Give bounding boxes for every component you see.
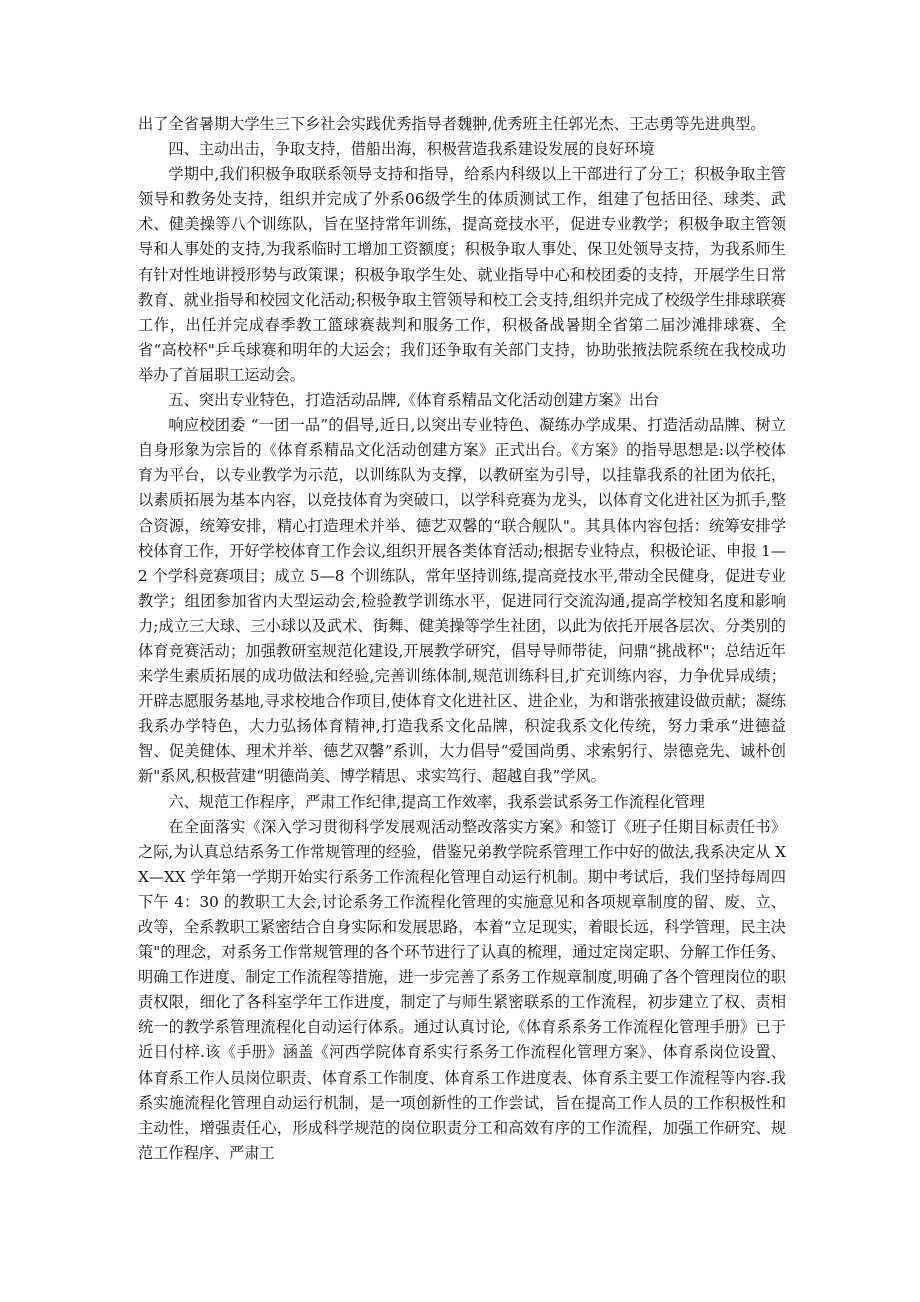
section-4-heading: 四、主动出击，争取支持，借船出海，积极营造我系建设发展的良好环境: [168, 140, 655, 159]
section-5-body: 响应校团委 “一团一品”的倡导,近日,以突出专业特色、凝练办学成果、打造活动品牌、树立自身形象为宗旨的《体育系精品文化活动创建方案》正式出台。《方案》的指导思想是:以学校体育为平台，以专业教学为示范，以训练队为支撑，以教研室为引导，以挂靠我系的社团为依托，以素质拓展为基本内容，以竞技体育为突破口，以学科竞赛为龙头，以体育文化进社区为抓手,整合资源，统筹安排，精心打造理术并举、德艺双馨的“联合舰队"。其具体内容包括：统筹安排学校体育工作，开好学校体育工作会议,组织开展各类体育活动;根据专业特点，积极论证、申报 1—2 个学科竞赛项目；成立 5—8 个训练队，常年坚持训练,提高竞技水平,带动全民健身，促进专业教学；组团参加省内大型运动会,检验教学训练水平，促进同行交流沟通,提高学校知名度和影响力;成立三大球、三小球以及武术、街舞、健美操等学生社团，以此为依托开展各层次、分类别的体育竞赛活动；加强教研室规范化建设,开展教学研究，倡导导师带徒，问鼎“挑战杯"；总结近年来学生素质拓展的成功做法和经验,完善训练体制,规范训练科目,扩充训练内容，力争优异成绩；开辟志愿服务基地,寻求校地合作项目,使体育文化进社区、进企业，为和谐张掖建设做贡献；凝练我系办学特色，大力弘扬体育精神,打造我系文化品牌，积淀我系文化传统，努力秉承“进德益智、促美健体、理术并举、德艺双馨”系训，大力倡导“爱国尚勇、求索躬行、崇德竞先、诚朴创新"系风,积极营建“明德尚美、博学精思、求实笃行、超越自我”学风。: [138, 416, 786, 786]
section-6-body: 在全面落实《深入学习贯彻科学发展观活动整改落实方案》和签订《班子任期目标责任书》之际,为认真总结系务工作常规管理的经验，借鉴兄弟教学院系管理工作中好的做法,我系决定从 XX—XX 学年第一学期开始实行系务工作流程化管理自动运行机制。期中考试后，我们坚持每周四下午 4：30 的教职工大会,讨论系务工作流程化管理的实施意见和各项规章制度的留、废、立、改等，全系教职工紧密结合自身实际和发展思路，本着“立足现实，着眼长远，科学管理，民主决策"的理念，对系务工作常规管理的各个环节进行了认真的梳理，通过定岗定职、分解工作任务、明确工作进度、制定工作流程等措施，进一步完善了系务工作规章制度,明确了各个管理岗位的职责权限，细化了各科室学年工作进度，制定了与师生紧密联系的工作流程，初步建立了权、责相统一的教学系管理流程化自动运行体系。通过认真讨论,《体育系系务工作流程化管理手册》已于近日付梓.该《手册》涵盖《河西学院体育系实行系务工作流程化管理方案》、体育系岗位设置、体育系工作人员岗位职责、体育系工作制度、体育系工作进度表、体育系主要工作流程等内容.我系实施流程化管理自动运行机制，是一项创新性的工作尝试，旨在提高工作人员的工作积极性和主动性，增强责任心，形成科学规范的岗位职责分工和高效有序的工作流程，加强工作研究、规范工作程序、严肃工: [138, 817, 786, 1162]
section-4-body: 学期中,我们积极争取联系领导支持和指导，给系内科级以上干部进行了分工；积极争取主管领导和教务处支持，组织并完成了外系06级学生的体质测试工作，组建了包括田径、球类、武术、健美操等八个训练队，旨在坚持常年训练，提高竞技水平，促进专业教学；积极争取主管领导和人事处的支持,为我系临时工增加工资额度；积极争取人事处、保卫处领导支持，为我系师生有针对性地讲授形势与政策课；积极争取学生处、就业指导中心和校团委的支持，开展学生日常教育、就业指导和校园文化活动;积极争取主管领导和校工会支持,组织并完成了校级学生排球联赛工作，出任并完成春季教工篮球赛裁判和服务工作，积极备战暑期全省第二届沙滩排球赛、全省“高校杯"乒乓球赛和明年的大运会；我们还争取有关部门支持，协助张掖法院系统在我校成功举办了首届职工运动会。: [138, 165, 786, 384]
document-page: [138, 112, 786, 1166]
section-5-heading: 五、突出专业特色，打造活动品牌,《体育系精品文化活动创建方案》出台: [168, 391, 660, 410]
continuation-paragraph: 出了全省暑期大学生三下乡社会实践优秀指导者魏翀,优秀班主任郭光杰、王志勇等先进典型。: [138, 115, 766, 133]
section-6-heading: 六、规范工作程序，严肃工作纪律,提高工作效率，我系尝试系务工作流程化管理: [168, 792, 705, 811]
